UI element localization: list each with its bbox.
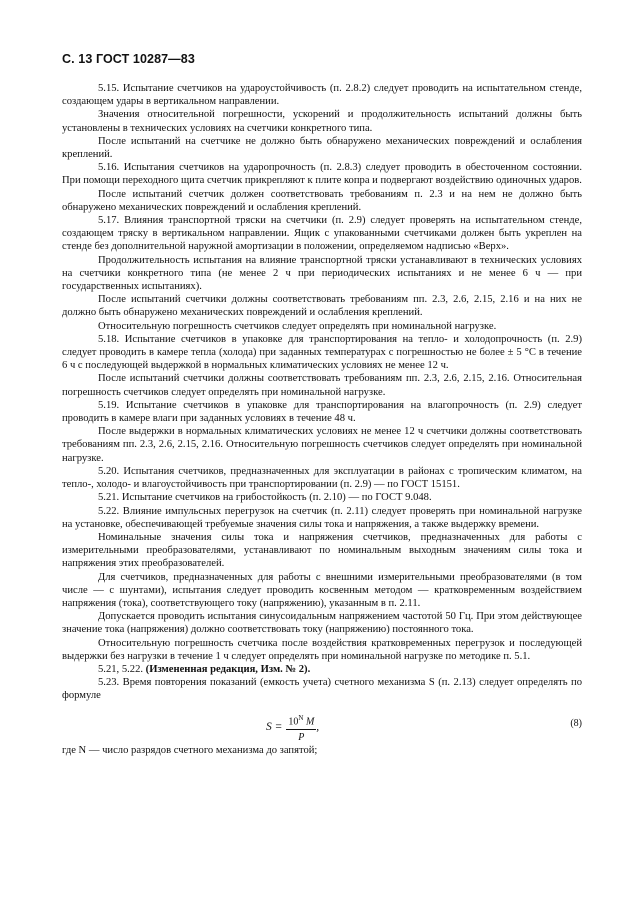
formula-fraction bbox=[286, 712, 316, 745]
formula-expression bbox=[266, 712, 319, 745]
paragraph: Номинальные значения силы тока и напряжения счетчиков, предназначенных для работы с измерительными преобразователями, устанавливают по номинальным выходным значениям силы тока и напряжения этих преобразователей. bbox=[62, 531, 582, 570]
paragraph: Значения относительной погрешности, ускорений и продолжительность испытаний должны быть установлены в технических условиях на счетчики конкретного типа. bbox=[62, 109, 582, 134]
formula-numerator bbox=[286, 712, 316, 731]
paragraph: 5.22. Влияние импульсных перегрузок на счетчик (п. 2.11) следует проверять при номинальной нагрузке на установке, обеспечивающей требуемые значения силы тока и напряжения, а также выдержку времени. bbox=[62, 505, 582, 530]
paragraph: Продолжительность испытания на влияние транспортной тряски устанавливают в технических условиях на счетчики конкретного типа (не менее 2 ч при периодических испытаниях и не менее 6 ч — при государственных испытаниях). bbox=[62, 254, 582, 293]
formula-trail: , bbox=[316, 721, 320, 734]
formula-denominator: P bbox=[298, 732, 305, 744]
paragraph: Допускается проводить испытания синусоидальным напряжением частотой 50 Гц. При этом действующее значение тока (напряжения) должно соответствовать току (напряжению) постоянного тока. bbox=[62, 611, 582, 636]
paragraph-5-23: 5.23. Время повторения показаний (емкость учета) счетного механизма S (п. 2.13) следует определять по формуле bbox=[62, 677, 582, 702]
paragraph: 5.15. Испытание счетчиков на удароустойчивость (п. 2.8.2) следует проводить на испытательном стенде, создающем удары в вертикальном направлении. bbox=[62, 83, 582, 108]
amendment-text: (Измененная редакция, Изм. № 2). bbox=[145, 663, 311, 675]
formula-lhs: S = bbox=[266, 721, 283, 734]
paragraph: 5.21. Испытание счетчиков на грибостойкость (п. 2.10) — по ГОСТ 9.048. bbox=[98, 492, 432, 504]
amendment-prefix: 5.21, 5.22. bbox=[98, 663, 146, 675]
paragraph: 5.19. Испытание счетчиков в упаковке для транспортирования на влагопрочность (п. 2.9) следует проводить в камере влаги при заданных условиях в течение 48 ч. bbox=[62, 399, 582, 425]
paragraph: 5.16. Испытания счетчиков на ударопрочность (п. 2.8.3) следует проводить в обесточенном состоянии. При помощи переходного щита счетчик прикрепляют к плите копра и подвергают воздействию одиночных ударов. bbox=[62, 162, 582, 187]
formula-base: 10 bbox=[288, 715, 299, 727]
paragraph: После испытаний счетчики должны соответствовать требованиям пп. 2.3, 2.6, 2.15, 2.16 и на них не должно быть обнаружено механических повреждений и ослабления креплений. bbox=[62, 294, 582, 319]
paragraph: После испытаний на счетчике не должно быть обнаружено механических повреждений и ослабления креплений. bbox=[62, 135, 582, 161]
amendment-note bbox=[62, 663, 582, 676]
formula-var: M bbox=[305, 715, 315, 727]
paragraph: После испытаний счетчики должны соответствовать требованиям пп. 2.3, 2.6, 2.15, 2.16. Относительная погрешность счетчиков следует определять при номинальной нагрузке. bbox=[62, 373, 582, 398]
paragraph: Относительную погрешность счетчиков следует определять при номинальной нагрузке. bbox=[98, 320, 497, 332]
paragraph: После испытаний счетчик должен соответствовать требованиям п. 2.3 и на нем не должно быть обнаружено механических повреждений и ослабления креплений. bbox=[62, 188, 582, 213]
formula-exponent: N bbox=[298, 713, 304, 722]
page-header: С. 13 ГОСТ 10287—83 bbox=[62, 52, 195, 66]
paragraph: 5.20. Испытания счетчиков, предназначенных для эксплуатации в районах с тропическим климатом, на тепло-, холодо- и влагоустойчивость при транспортировании (п. 2.9) — по ГОСТ 15151. bbox=[62, 465, 582, 491]
paragraph: После выдержки в нормальных климатических условиях не менее 12 ч счетчики должны соответствовать требованиям пп. 2.3, 2.6, 2.15, 2.16. Относительную погрешность счетчиков следует определять при номинальной нагрузке. bbox=[62, 426, 582, 464]
where-clause: где N — число разрядов счетного механизма до запятой; bbox=[62, 744, 318, 756]
paragraph: 5.17. Влияния транспортной тряски на счетчики (п. 2.9) следует проверять на испытательном стенде, создающем тряску в вертикальном направлении. Ящик с упакованными счетчиками должен быть укреплен на стенде без дополнительной наружной амортизации в положении, определяемом надписью «Верх». bbox=[62, 215, 582, 253]
document-body bbox=[62, 82, 582, 757]
paragraph: Для счетчиков, предназначенных для работы с внешними измерительными преобразователями (в том числе — с шунтами), испытания следует проводить косвенным методом — кратковременным воздействием напряжения (тока), соответствующего току (напряжению), указанным в п. 2.11. bbox=[62, 571, 582, 609]
formula-number: (8) bbox=[570, 717, 582, 729]
paragraph: 5.18. Испытание счетчиков в упаковке для транспортирования на тепло- и холодопрочность (п. 2.9) следует проводить в камере тепла (холода) при заданных температурах с погрешностью не более ± 5 °С в течение 6 ч с последующей выдержкой в нормальных климатических условиях не менее 12 ч. bbox=[62, 333, 582, 372]
paragraph: Относительную погрешность счетчика после воздействия кратковременных перегрузок и последующей выдержки без нагрузки в течение 1 ч следует определять при номинальной нагрузке по методике п. 5.1. bbox=[62, 637, 582, 662]
formula-8 bbox=[62, 705, 582, 744]
